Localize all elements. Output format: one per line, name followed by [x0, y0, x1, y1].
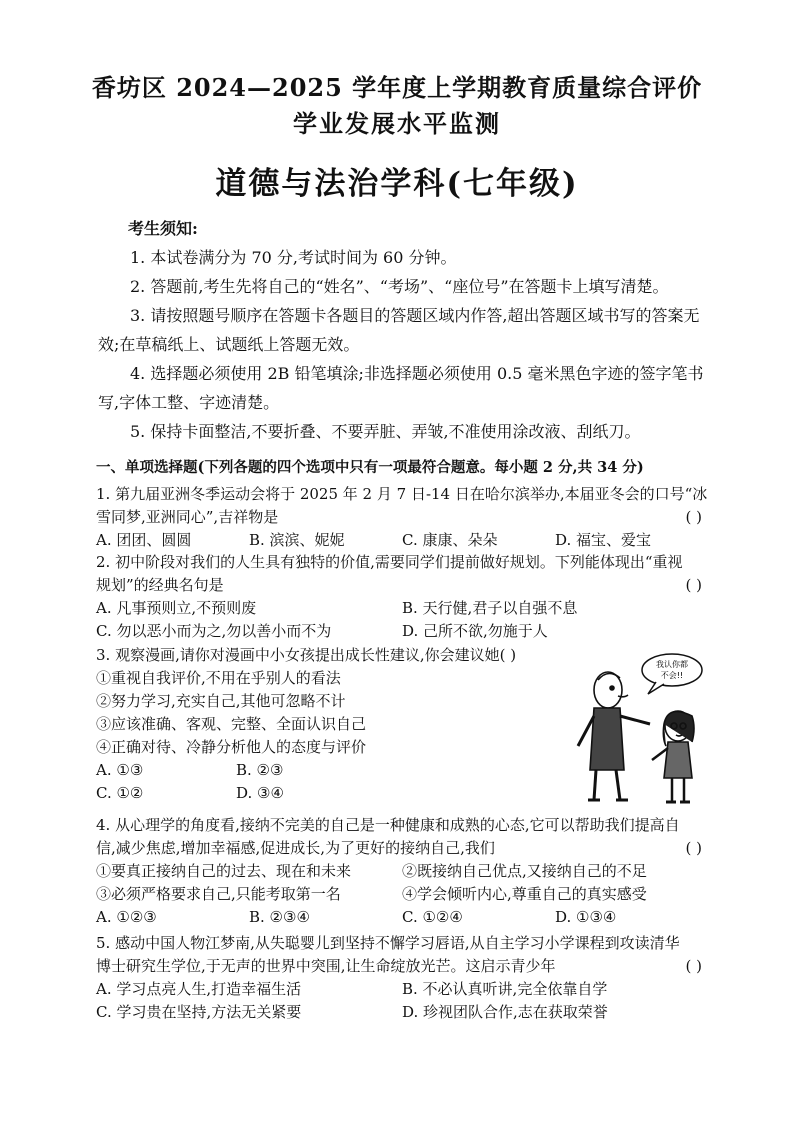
candidate-notice — [98, 214, 708, 446]
answer-parentheses: ( ) — [685, 576, 702, 594]
question-4-stem-line2 — [96, 837, 708, 860]
notice-item-1: 1. 本试卷满分为 70 分,考试时间为 60 分钟。 — [130, 248, 457, 267]
question-2-options-row1 — [96, 597, 708, 620]
question-1-stem-line2 — [96, 506, 708, 529]
man-figure — [578, 672, 650, 800]
answer-parentheses: ( ) — [685, 839, 702, 857]
question-4-choice-3: ③必须严格要求自己,只能考取第一名 — [96, 885, 341, 903]
option-a: A. 团团、圆圆 — [96, 531, 192, 549]
question-2 — [96, 551, 708, 643]
option-d: D. ③④ — [236, 784, 284, 802]
question-3-choice-4: ④正确对待、冷静分析他人的态度与评价 — [96, 738, 367, 756]
question-1-stem-text: 雪同梦,亚洲同心”,吉祥物是 — [96, 508, 279, 526]
question-4-choices-row2 — [96, 883, 708, 906]
question-5 — [96, 932, 708, 1024]
option-a: A. ①③ — [96, 761, 144, 779]
exam-title-line2: 学业发展水平监测 — [293, 109, 501, 138]
option-d: D. 己所不欲,勿施于人 — [402, 622, 548, 640]
notice-item-5: 5. 保持卡面整洁,不要折叠、不要弄脏、弄皱,不准使用涂改液、刮纸刀。 — [130, 422, 641, 441]
option-c: C. ①② — [96, 784, 144, 802]
option-b: B. ②③④ — [249, 908, 310, 926]
option-d: D. ①③④ — [555, 908, 617, 926]
option-a: A. ①②③ — [96, 908, 157, 926]
question-4-stem-text: 信,减少焦虑,增加幸福感,促进成长,为了更好的接纳自己,我们 — [96, 839, 495, 857]
question-4-choice-4: ④学会倾听内心,尊重自己的真实感受 — [402, 885, 647, 903]
question-5-stem-line2 — [96, 955, 708, 978]
notice-heading: 考生须知: — [128, 219, 198, 238]
girl-figure — [652, 711, 694, 802]
option-b: B. 滨滨、妮妮 — [249, 531, 345, 549]
question-5-options-row2 — [96, 1001, 708, 1024]
option-c: C. ①②④ — [402, 908, 463, 926]
option-c: C. 勿以恶小而为之,勿以善小而不为 — [96, 622, 332, 640]
notice-item-3: 3. 请按照题号顺序在答题卡各题目的答题区域内作答,超出答题区域书写的答案无效;在草稿纸上、试题纸上答题无效。 — [98, 306, 700, 354]
speech-bubble — [642, 654, 702, 694]
section-heading: 一、单项选择题(下列各题的四个选项中只有一项最符合题意。每小题 2 分,共 34 分) — [96, 459, 644, 476]
question-1 — [96, 483, 708, 552]
notice-item-2: 2. 答题前,考生先将自己的“姓名”、“考场”、“座位号”在答题卡上填写清楚。 — [130, 277, 669, 296]
notice-item-4: 4. 选择题必须使用 2B 铅笔填涂;非选择题必须使用 0.5 毫米黑色字迹的签字笔书写,字体工整、字迹清楚。 — [98, 364, 704, 412]
exam-title-line1: 香坊区 2024—2025 学年度上学期教育质量综合评价 — [91, 73, 703, 102]
option-b: B. ②③ — [236, 761, 284, 779]
option-b: B. 不必认真听讲,完全依靠自学 — [402, 980, 608, 998]
question-4-stem-line1: 4. 从心理学的角度看,接纳不完美的自己是一种健康和成熟的心态,它可以帮助我们提高自 — [96, 816, 680, 834]
question-4-options — [96, 906, 708, 929]
question-5-stem-text: 博士研究生学位,于无声的世界中突围,让生命绽放光芒。这启示青少年 — [96, 957, 556, 975]
question-3-stem: 3. 观察漫画,请你对漫画中小女孩提出成长性建议,你会建议她( ) — [96, 646, 517, 664]
option-c: C. 康康、朵朵 — [402, 531, 498, 549]
option-d: D. 珍视团队合作,志在获取荣誉 — [402, 1003, 608, 1021]
cartoon-illustration — [560, 650, 710, 810]
question-3-choice-1: ①重视自我评价,不用在乎别人的看法 — [96, 669, 341, 687]
question-1-options — [96, 529, 708, 552]
question-3-choice-2: ②努力学习,充实自己,其他可忽略不计 — [96, 692, 346, 710]
option-a: A. 凡事预则立,不预则废 — [96, 599, 257, 617]
question-4 — [96, 814, 708, 929]
question-2-stem-text: 规划”的经典名句是 — [96, 576, 224, 594]
answer-parentheses: ( ) — [685, 508, 702, 526]
question-2-options-row2 — [96, 620, 708, 643]
option-a: A. 学习点亮人生,打造幸福生活 — [96, 980, 302, 998]
question-3-choice-3: ③应该准确、客观、完整、全面认识自己 — [96, 715, 367, 733]
question-4-choices-row1 — [96, 860, 708, 883]
question-4-choice-2: ②既接纳自己优点,又接纳自己的不足 — [402, 862, 647, 880]
question-2-stem-line2 — [96, 574, 708, 597]
question-4-choice-1: ①要真正接纳自己的过去、现在和未来 — [96, 862, 352, 880]
bubble-text-line1: 我认你都 — [656, 660, 688, 669]
question-5-stem-line1: 5. 感动中国人物江梦南,从失聪婴儿到坚持不懈学习唇语,从自主学习小学课程到攻读清华 — [96, 934, 680, 952]
question-1-stem-line1: 1. 第九届亚洲冬季运动会将于 2025 年 2 月 7 日-14 日在哈尔滨举办,本届亚冬会的口号“冰 — [96, 485, 708, 503]
question-5-options-row1 — [96, 978, 708, 1001]
bubble-text-line2: 不会!! — [660, 671, 684, 680]
option-d: D. 福宝、爱宝 — [555, 531, 652, 549]
subject-title: 道德与法治学科(七年级) — [215, 166, 579, 202]
answer-parentheses: ( ) — [685, 957, 702, 975]
option-b: B. 天行健,君子以自强不息 — [402, 599, 578, 617]
question-2-stem-line1: 2. 初中阶段对我们的人生具有独特的价值,需要同学们提前做好规划。下列能体现出“重视 — [96, 553, 683, 571]
option-c: C. 学习贵在坚持,方法无关紧要 — [96, 1003, 302, 1021]
